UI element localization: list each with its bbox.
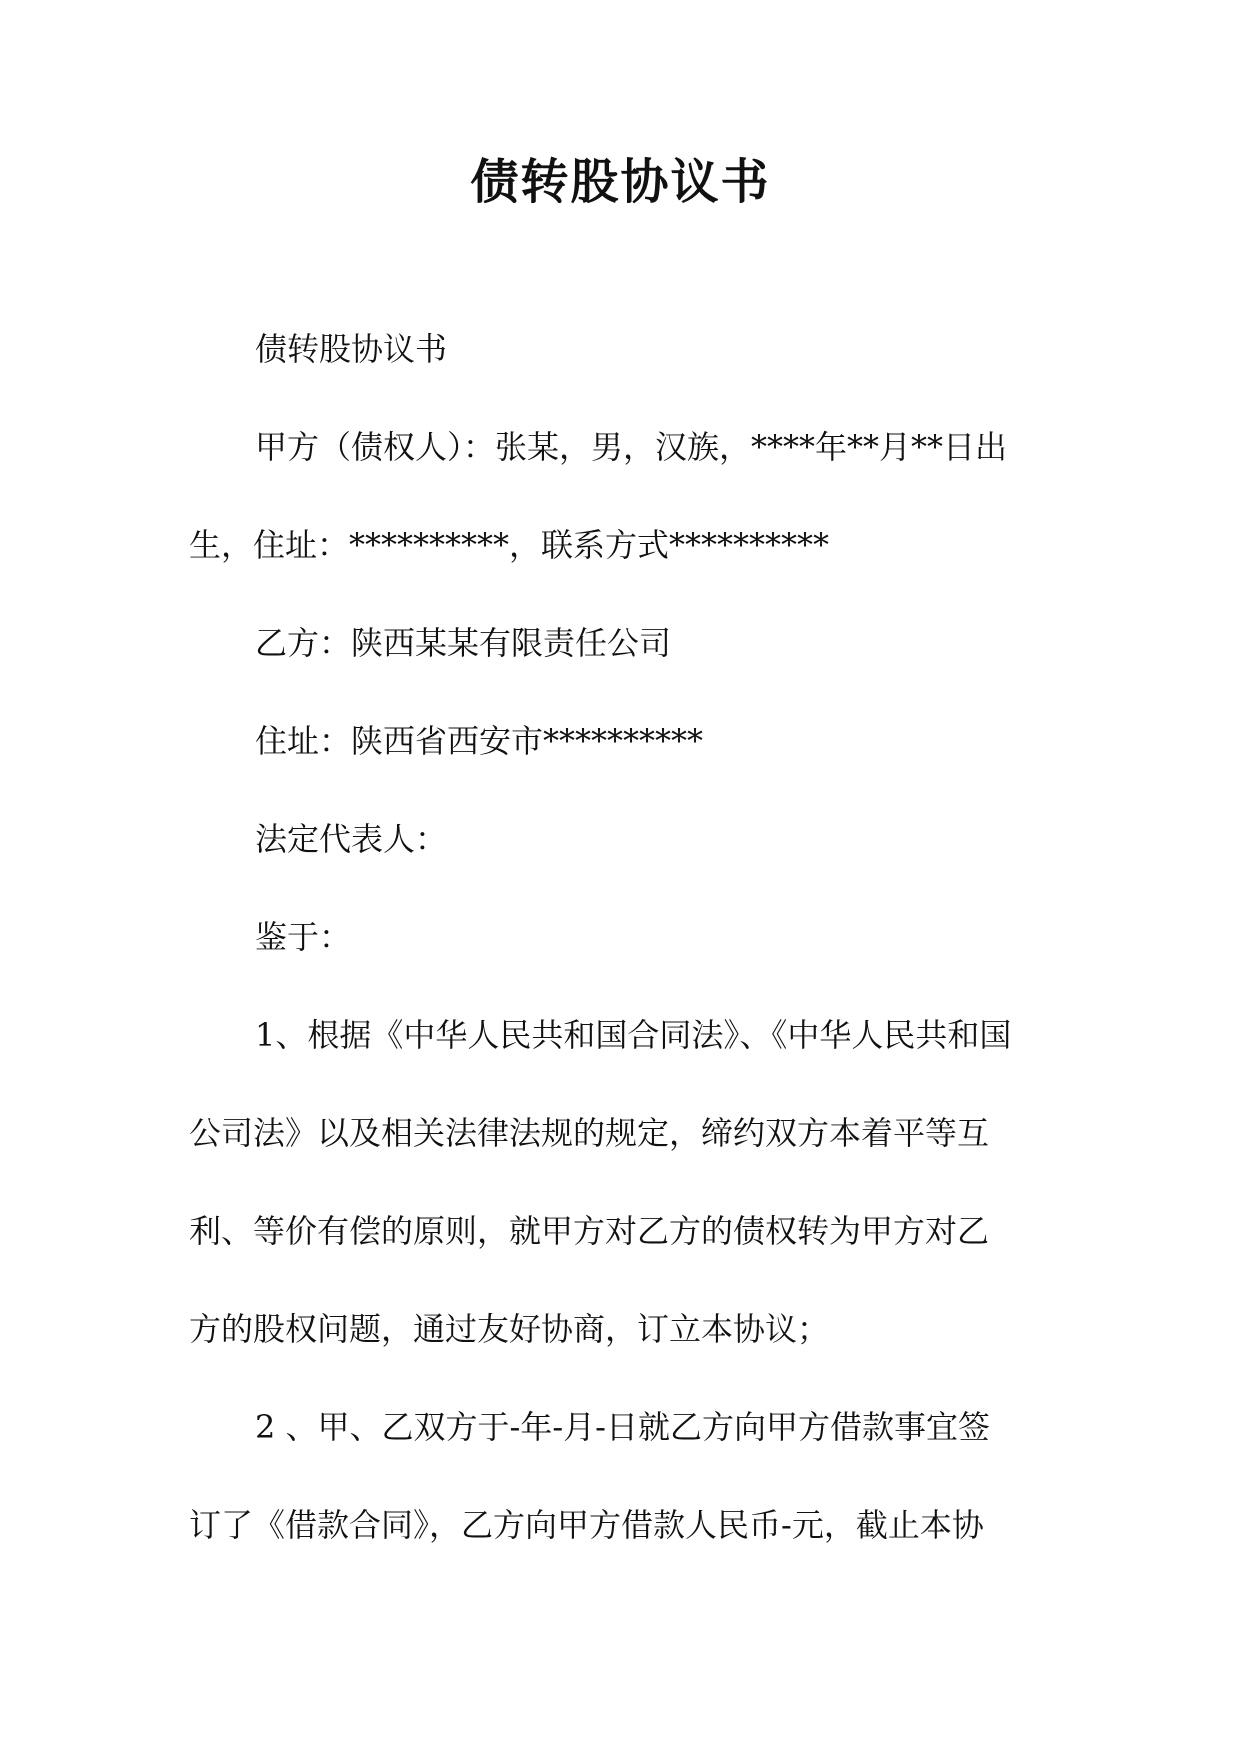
text-line: 2 、甲、乙双方于-年-月-日就乙方向甲方借款事宜签 [255, 1408, 990, 1446]
text-line: 1、根据《中华人民共和国合同法》、《中华人民共和国 [255, 1016, 1012, 1054]
text-line: 方的股权问题，通过友好协商，订立本协议； [189, 1310, 830, 1348]
text-line: 生，住址：**********，联系方式********** [189, 526, 830, 564]
text-line: 住址：陕西省西安市********** [255, 722, 704, 760]
text-line: 债转股协议书 [255, 330, 448, 368]
paragraph-party-b [189, 594, 1045, 692]
paragraph-clause-2 [189, 1378, 1045, 1574]
text-line: 乙方：陕西某某有限责任公司 [255, 624, 672, 662]
text-line: 利、等价有偿的原则，就甲方对乙方的债权转为甲方对乙 [189, 1212, 990, 1250]
text-line: 甲方（债权人）：张某，男，汉族，****年**月**日出 [255, 428, 1008, 466]
paragraph-doc-heading [189, 300, 1045, 398]
text-line: 订了《借款合同》，乙方向甲方借款人民币-元，截止本协 [189, 1506, 984, 1544]
text-line: 公司法》以及相关法律法规的规定，缔约双方本着平等互 [189, 1114, 990, 1152]
paragraph-whereas [189, 888, 1045, 986]
paragraph-party-a [189, 398, 1045, 594]
paragraph-clause-1 [189, 986, 1045, 1378]
text-line: 鉴于： [255, 918, 352, 956]
text-line: 法定代表人： [255, 820, 448, 858]
paragraph-legal-representative [189, 790, 1045, 888]
paragraph-address [189, 692, 1045, 790]
document-title: 债转股协议书 [470, 154, 771, 210]
document-body [189, 300, 1045, 1574]
